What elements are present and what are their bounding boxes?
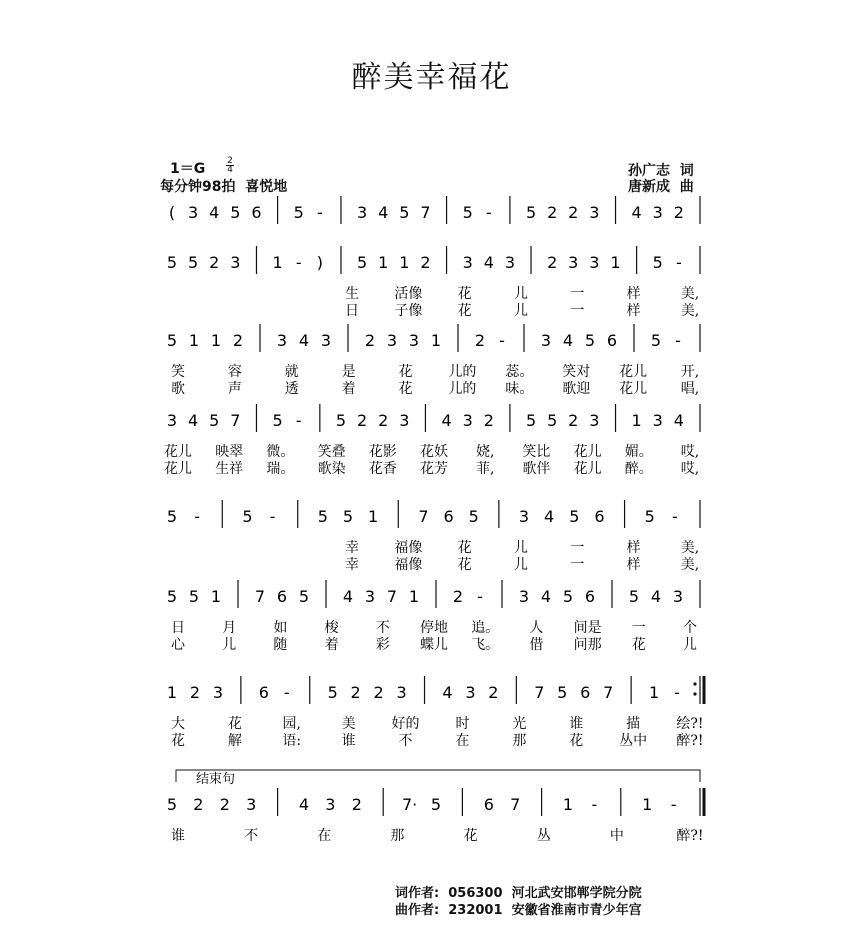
lyric-syllable: 在 (317, 828, 332, 844)
note: 5 (525, 203, 537, 222)
note: - (671, 507, 678, 526)
lyric-syllable: 随 (273, 637, 288, 653)
lyric-syllable: 微。 (266, 444, 295, 460)
lyric-syllable: 儿 (514, 286, 528, 302)
note: 3 (589, 411, 600, 430)
lyric-syllable: 歌 (171, 381, 185, 397)
note: - (295, 411, 302, 430)
lyric-syllable: 样 (626, 557, 641, 573)
note: 5 (166, 795, 178, 814)
composer-credit: 唐新成 曲 (628, 179, 694, 195)
lyric-syllable: 花 (631, 637, 646, 653)
note: 7· (401, 795, 418, 814)
lyric-syllable: 生 (345, 286, 359, 302)
note: 7 (534, 683, 545, 702)
note: 6 (276, 587, 288, 606)
lyric-syllable: 美, (680, 303, 700, 319)
lyric-syllable: 花影 (368, 444, 397, 460)
lyric-syllable: 生祥 (215, 461, 244, 477)
note: 5 (188, 253, 199, 272)
lyric-syllable: 那 (512, 733, 527, 749)
lyric-syllable: 梭 (324, 620, 339, 636)
lyric-syllable: 醉。 (624, 461, 653, 477)
note: 2 (568, 411, 579, 430)
lyric-syllable: 媚。 (624, 444, 653, 460)
lyric-syllable: 醉?! (676, 828, 704, 844)
lyric-syllable: 不 (375, 620, 390, 636)
note: 1 (610, 253, 621, 272)
note: - (477, 587, 483, 606)
lyric-syllable: 花儿 (573, 444, 602, 460)
lyric-syllable: 借 (529, 637, 544, 653)
note: 4 (298, 795, 310, 814)
note: 5 (317, 507, 328, 526)
note: - (670, 795, 677, 814)
lyric-syllable: 着 (324, 637, 339, 653)
note: 4 (188, 411, 199, 430)
note: 5 (230, 203, 241, 222)
lyric-syllable: 幸 (345, 557, 359, 573)
note: 2 (488, 683, 499, 702)
note: 3 (320, 331, 332, 350)
note: 3 (212, 683, 224, 702)
note: 6 (443, 507, 454, 526)
note: 3 (399, 411, 410, 430)
note: 6 (594, 507, 605, 526)
note: 5 (525, 411, 537, 430)
lyric-syllable: 福像 (394, 540, 423, 556)
note: 7 (230, 411, 241, 430)
repeat-dot (693, 692, 696, 695)
note: 2 (568, 203, 579, 222)
note: - (485, 203, 492, 222)
lyric-syllable: 活像 (394, 286, 423, 302)
note: 3 (652, 411, 663, 430)
note: 1 (188, 331, 200, 350)
note: 5 (462, 203, 473, 222)
lyric-syllable: 样 (626, 540, 641, 556)
note: 1 (210, 331, 222, 350)
note: 4 (441, 411, 452, 430)
note: 3 (568, 253, 579, 272)
lyric-syllable: 醉?! (676, 733, 704, 749)
note: 7 (254, 587, 266, 606)
note: 2 (547, 253, 558, 272)
note: 5 (652, 253, 663, 272)
note: 3 (386, 331, 398, 350)
lyric-syllable: 绘?! (676, 716, 704, 732)
lyric-syllable: 子像 (394, 303, 423, 319)
lyric-syllable: 不 (244, 828, 259, 844)
lyric-syllable: 中 (609, 828, 624, 844)
note: 2 (420, 253, 431, 272)
lyric-syllable: 美, (680, 286, 700, 302)
lyric-syllable: 幸 (345, 540, 359, 556)
lyric-syllable: 花 (457, 303, 472, 319)
lyric-syllable: 园, (282, 716, 302, 732)
lyric-syllable: 样 (626, 286, 641, 302)
note: 6 (580, 683, 591, 702)
lyric-syllable: 儿 (514, 557, 528, 573)
note: 5 (342, 507, 354, 526)
lyric-syllable: 谁 (171, 828, 185, 844)
note: 3 (230, 253, 241, 272)
note: 5 (644, 507, 655, 526)
note: - (674, 683, 680, 702)
note: 3 (246, 795, 257, 814)
note: 4 (378, 203, 389, 222)
lyric-syllable: 就 (284, 364, 299, 380)
lyric-syllable: 飞。 (471, 637, 500, 653)
note: 5 (628, 587, 640, 606)
note: 4 (483, 253, 494, 272)
lyric-syllable: 儿 (683, 637, 697, 653)
lyric-syllable: 花芳 (420, 461, 448, 477)
time-signature-top: 2 (227, 156, 233, 166)
lyric-syllable: 映翠 (215, 444, 244, 460)
note: 6 (251, 203, 262, 222)
lyric-syllable: 笑 (171, 364, 185, 380)
note: 7 (420, 203, 431, 222)
lyric-syllable: 一 (570, 303, 585, 319)
note: 2 (232, 331, 244, 350)
note: - (499, 331, 505, 350)
note: 5 (430, 795, 442, 814)
note: 4 (540, 587, 552, 606)
note: 5 (569, 507, 580, 526)
lyric-syllable: 透 (284, 381, 299, 397)
lyric-syllable: 花 (457, 540, 472, 556)
note: 1 (648, 683, 660, 702)
note: - (194, 507, 201, 526)
lyric-syllable: 花 (398, 364, 413, 380)
note: 7 (418, 507, 429, 526)
note: - (269, 507, 276, 526)
song-title: 醉美幸福花 (351, 60, 512, 95)
note: 1 (631, 411, 642, 430)
note: 3 (672, 587, 684, 606)
lyric-syllable: 一 (570, 540, 585, 556)
note: 2 (673, 203, 684, 222)
note: 6 (258, 683, 269, 702)
note: 3 (356, 203, 368, 222)
time-signature-bottom: 4 (227, 165, 233, 175)
note: 2 (350, 683, 361, 702)
note: 3 (540, 331, 552, 350)
note: 2 (452, 587, 464, 606)
lyric-syllable: 花儿 (573, 461, 602, 477)
lyric-syllable: 花 (457, 557, 472, 573)
lyric-syllable: 在 (455, 733, 470, 749)
lyric-syllable: 不 (398, 733, 413, 749)
note: 3 (408, 331, 420, 350)
lyric-syllable: 月 (222, 620, 237, 636)
lyric-syllable: 花妖 (420, 444, 448, 460)
note: 5 (166, 253, 178, 272)
lyric-syllable: 蝶儿 (420, 637, 448, 653)
note: 5 (242, 507, 253, 526)
lyric-syllable: 描 (626, 716, 641, 732)
lyric-syllable: 个 (683, 620, 697, 636)
lyric-syllable: 停地 (420, 620, 448, 636)
note: 1 (562, 795, 574, 814)
lyric-syllable: 花 (171, 733, 185, 749)
lyric-syllable: 是 (341, 364, 356, 380)
lyric-syllable: 蕊。 (505, 364, 534, 380)
lyric-syllable: 菲, (475, 461, 495, 477)
lyric-syllable: 谁 (341, 733, 356, 749)
key-signature: 1＝G (170, 161, 206, 177)
note: 5 (562, 587, 574, 606)
note: 3 (396, 683, 407, 702)
note: 4 (298, 331, 310, 350)
lyric-syllable: 笑对 (562, 364, 591, 380)
note: 5 (335, 411, 347, 430)
lyric-syllable: 笑比 (522, 444, 551, 460)
lyric-syllable: 儿的 (448, 364, 477, 380)
note: 2 (474, 331, 486, 350)
lyric-syllable: 花 (398, 381, 413, 397)
note: ) (316, 253, 323, 272)
note: 2 (351, 795, 362, 814)
lyric-syllable: 容 (227, 364, 242, 380)
lyric-syllable: 大 (171, 716, 185, 732)
ending-bracket (176, 770, 700, 782)
note: 7 (510, 795, 521, 814)
composer-address: 曲作者: 232001 安徽省淮南市青少年宫 (395, 903, 642, 918)
note: 2 (193, 795, 204, 814)
lyric-syllable: 哎, (680, 461, 700, 477)
note: 3 (589, 203, 600, 222)
lyric-syllable: 谁 (569, 716, 584, 732)
note: 4 (631, 203, 642, 222)
lyric-syllable: 儿的 (448, 381, 477, 397)
note: 3 (462, 411, 473, 430)
lyric-syllable: 儿 (514, 303, 528, 319)
lyric-syllable: 丛 (536, 828, 551, 844)
note: - (316, 203, 323, 222)
note: 4 (342, 587, 354, 606)
lyric-syllable: 福像 (394, 557, 423, 573)
note: 1 (368, 507, 379, 526)
note: 4 (673, 411, 684, 430)
lyric-syllable: 彩 (375, 637, 390, 653)
note: 3 (364, 587, 376, 606)
lyric-syllable: 解 (227, 733, 242, 749)
note: 5 (356, 253, 368, 272)
note: 5 (557, 683, 568, 702)
note: 1 (399, 253, 410, 272)
lyric-syllable: 花儿 (164, 461, 192, 477)
note: 2 (378, 411, 389, 430)
lyric-syllable: 歌迎 (562, 381, 591, 397)
lyric-syllable: 开, (680, 364, 700, 380)
lyric-syllable: 儿 (514, 540, 528, 556)
note: 3 (589, 253, 600, 272)
lyric-syllable: 花 (569, 733, 584, 749)
note: 4 (544, 507, 555, 526)
note: 2 (364, 331, 376, 350)
lyric-syllable: 如 (273, 620, 288, 636)
note: - (675, 331, 681, 350)
lyric-syllable: 日 (345, 303, 359, 319)
lyric-syllable: 花 (227, 716, 242, 732)
note: 5 (298, 587, 310, 606)
note: 4 (442, 683, 453, 702)
lyric-syllable: 花儿 (619, 364, 648, 380)
lyric-syllable: 瑞。 (266, 461, 295, 477)
note: 3 (465, 683, 476, 702)
note: 3 (276, 331, 288, 350)
note: 2 (356, 411, 368, 430)
note: 2 (483, 411, 494, 430)
note: 5 (584, 331, 596, 350)
note: 4 (562, 331, 574, 350)
lyric-syllable: 着 (341, 381, 356, 397)
lyric-syllable: 歌伴 (522, 461, 551, 477)
note: - (675, 253, 682, 272)
lyric-syllable: 声 (227, 381, 242, 397)
note: 3 (518, 587, 530, 606)
note: 1 (166, 683, 178, 702)
note: 1 (430, 331, 442, 350)
lyric-syllable: 花儿 (619, 381, 648, 397)
lyric-syllable: 儿 (222, 637, 237, 653)
note: 3 (325, 795, 336, 814)
note: 3 (652, 203, 663, 222)
lyric-syllable: 心 (171, 637, 185, 653)
note: 5 (650, 331, 662, 350)
note: 2 (373, 683, 384, 702)
lyric-syllable: 语: (282, 733, 302, 749)
lyric-syllable: 那 (390, 828, 405, 844)
note: 5 (272, 411, 283, 430)
note: 5 (188, 587, 200, 606)
lyric-syllable: 美, (680, 540, 700, 556)
lyric-syllable: 娆, (475, 444, 495, 460)
note: 5 (468, 507, 479, 526)
note: 3 (166, 411, 178, 430)
lyric-syllable: 唱, (680, 381, 700, 397)
note: 5 (166, 331, 178, 350)
ending-label: 结束句 (196, 772, 236, 787)
tempo-marking: 每分钟98拍 喜悦地 (160, 179, 288, 195)
lyric-syllable: 人 (529, 620, 544, 636)
lyric-syllable: 光 (512, 716, 527, 732)
lyricist-credit: 孙广志 词 (628, 163, 694, 179)
note: 5 (209, 411, 220, 430)
lyric-syllable: 花 (457, 286, 472, 302)
note: 5 (327, 683, 338, 702)
lyric-syllable: 一 (570, 557, 585, 573)
note: 3 (188, 203, 199, 222)
repeat-dot (693, 682, 696, 685)
lyric-syllable: 问那 (573, 637, 602, 653)
note: 4 (650, 587, 662, 606)
lyric-syllable: 味。 (505, 381, 534, 397)
note: 5 (166, 507, 178, 526)
lyric-syllable: 美 (341, 716, 356, 732)
note: 2 (547, 203, 558, 222)
lyric-syllable: 好的 (391, 716, 420, 732)
note: 1 (378, 253, 389, 272)
note: 5 (166, 587, 178, 606)
note: 2 (209, 253, 220, 272)
note: 4 (209, 203, 220, 222)
note: - (591, 795, 598, 814)
note: 6 (584, 587, 596, 606)
note: 2 (219, 795, 230, 814)
lyric-syllable: 丛中 (619, 733, 648, 749)
note: 2 (189, 683, 201, 702)
lyric-syllable: 一 (570, 286, 585, 302)
note: - (295, 253, 302, 272)
lyric-syllable: 间是 (573, 620, 602, 636)
note: - (283, 683, 290, 702)
lyric-syllable: 日 (171, 620, 185, 636)
note: 7 (386, 587, 398, 606)
lyric-syllable: 哎, (680, 444, 700, 460)
lyric-syllable: 一 (631, 620, 646, 636)
note: 1 (272, 253, 283, 272)
note: 3 (504, 253, 516, 272)
note: 1 (210, 587, 222, 606)
lyric-syllable: 花儿 (164, 444, 192, 460)
lyricist-address: 词作者: 056300 河北武安邯郸学院分院 (395, 886, 642, 901)
lyric-syllable: 时 (455, 716, 470, 732)
lyric-syllable: 笑叠 (317, 444, 346, 460)
lyric-syllable: 样 (626, 303, 641, 319)
note: 3 (462, 253, 473, 272)
note: 6 (483, 795, 494, 814)
lyric-syllable: 花 (463, 828, 478, 844)
lyric-syllable: 追。 (471, 620, 500, 636)
lyric-syllable: 美, (680, 557, 700, 573)
lyric-syllable: 花香 (368, 461, 397, 477)
note: 5 (547, 411, 558, 430)
note: 7 (603, 683, 614, 702)
lyric-syllable: 歌染 (317, 461, 346, 477)
note: 6 (606, 331, 618, 350)
note: ( (168, 203, 176, 222)
note: 1 (408, 587, 420, 606)
note: 3 (518, 507, 530, 526)
note: 5 (399, 203, 410, 222)
note: 1 (642, 795, 653, 814)
note: 5 (293, 203, 304, 222)
